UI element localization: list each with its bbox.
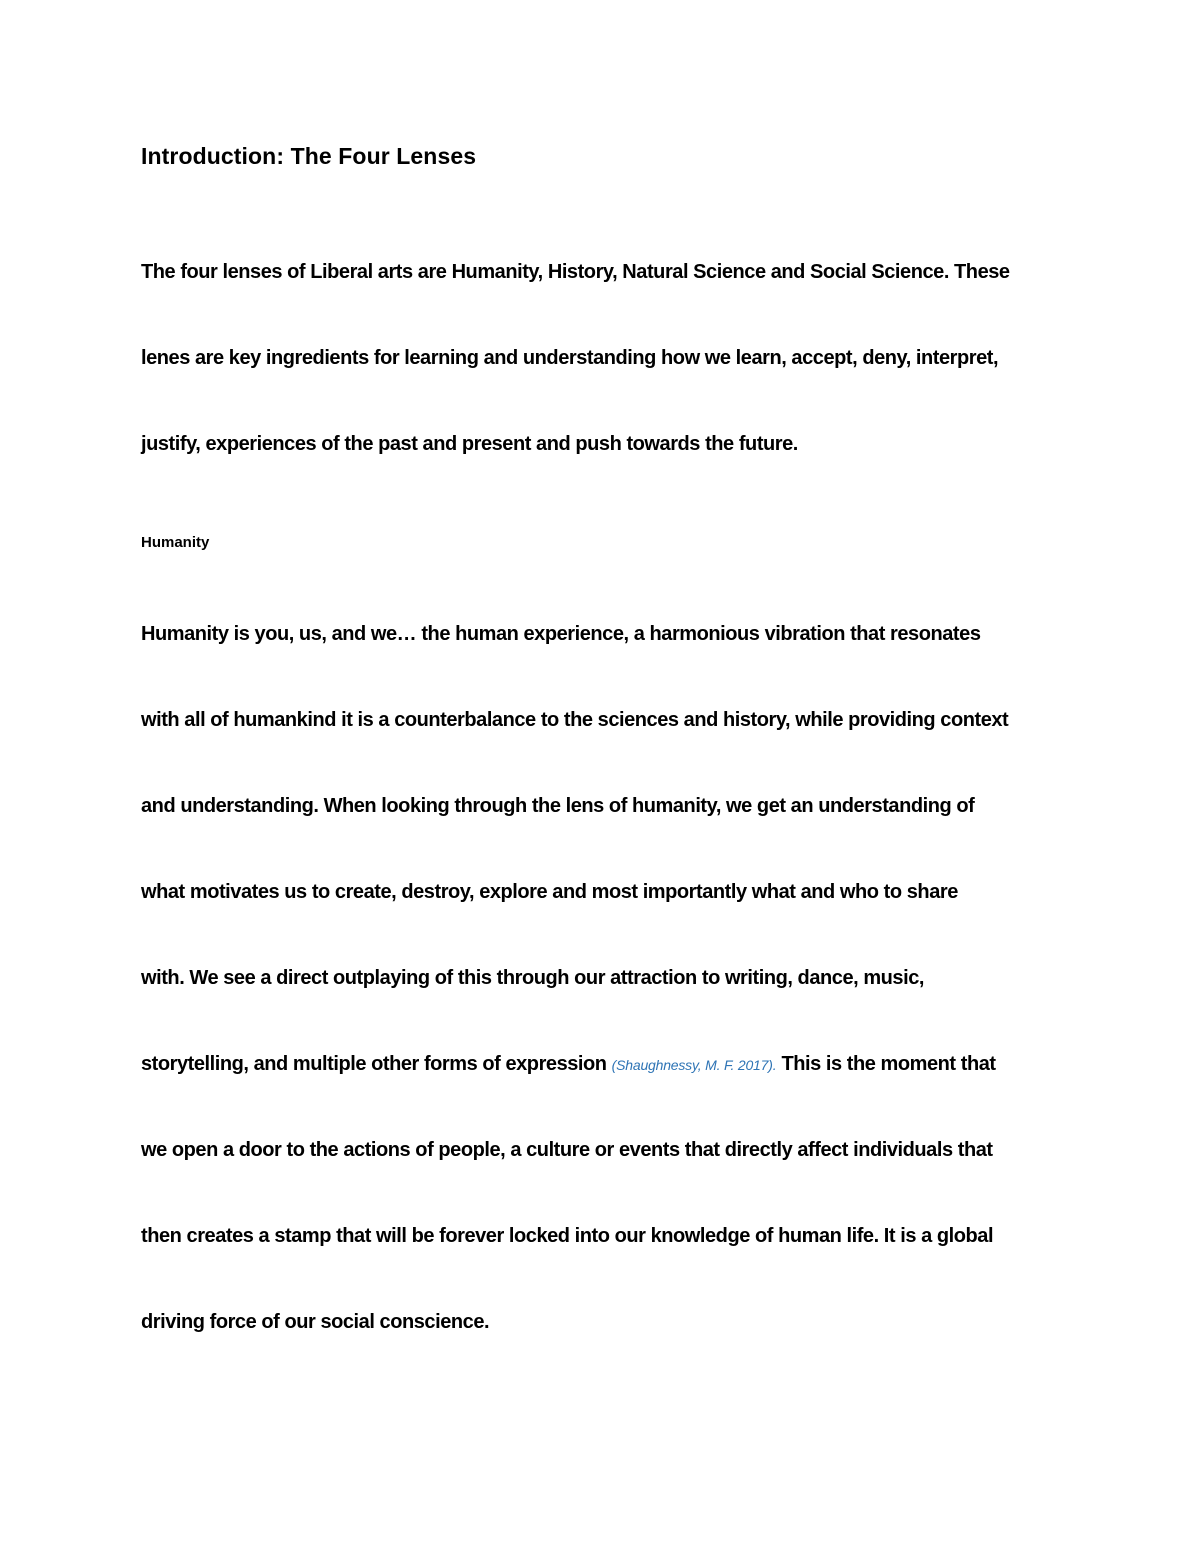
humanity-line-2: with all of humankind it is a counterbalance to the sciences and history, while providing context (141, 709, 1009, 731)
intro-line-1: The four lenses of Liberal arts are Humanity, History, Natural Science and Social Science. These (141, 261, 1010, 283)
document-title: Introduction: The Four Lenses (141, 143, 477, 169)
citation-line-before: storytelling, and multiple other forms of expression (141, 1053, 612, 1075)
intro-line-2: lenes are key ingredients for learning and understanding how we learn, accept, deny, interpret, (141, 347, 999, 369)
citation-line-after: This is the moment that (776, 1053, 996, 1075)
intro-line-3: justify, experiences of the past and present and push towards the future. (141, 433, 798, 455)
humanity-line-4: what motivates us to create, destroy, explore and most importantly what and who to share (141, 881, 958, 903)
humanity-line-3: and understanding. When looking through the lens of humanity, we get an understanding of (141, 795, 975, 817)
humanity-line-5: with. We see a direct outplaying of this through our attraction to writing, dance, music, (141, 967, 924, 989)
closing-line-1: we open a door to the actions of people, a culture or events that directly affect individuals that (141, 1139, 993, 1161)
citation-reference: (Shaughnessy, M. F. 2017). (611, 1057, 777, 1073)
closing-line-3: driving force of our social conscience. (141, 1311, 490, 1333)
section-heading-humanity: Humanity (141, 534, 210, 551)
humanity-line-1: Humanity is you, us, and we… the human experience, a harmonious vibration that resonates (141, 623, 981, 645)
citation-line (141, 1053, 996, 1076)
closing-line-2: then creates a stamp that will be forever locked into our knowledge of human life. It is a global (141, 1225, 994, 1247)
